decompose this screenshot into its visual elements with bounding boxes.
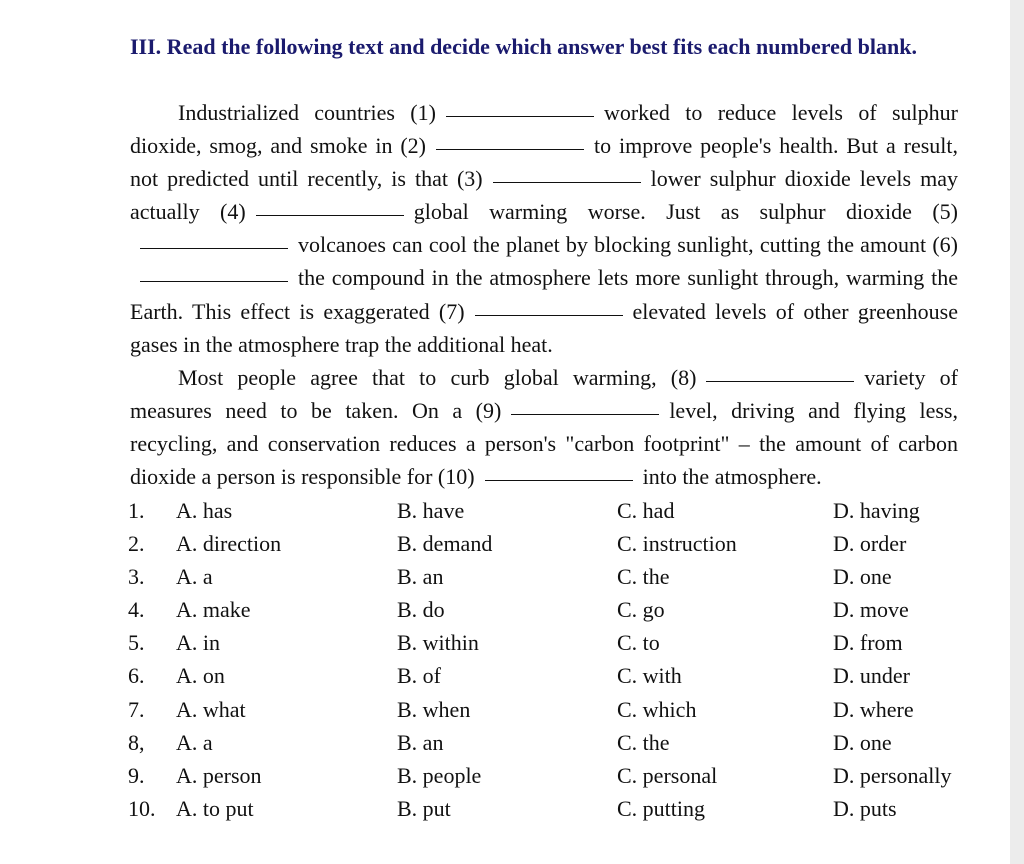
- option-a: A. what: [176, 696, 246, 722]
- passage-text: into the atmosphere.: [642, 464, 822, 490]
- option-a: A. to put: [176, 795, 254, 821]
- passage-text: lower sulphur dioxide levels may actually (4): [130, 166, 958, 225]
- question-number: 3.: [128, 564, 145, 590]
- passage-text: the compound in the atmosphere lets more sunlight through, warming the Earth. This effect is exaggerated (7): [130, 265, 958, 324]
- option-b: B. when: [397, 696, 471, 722]
- blank-9: [511, 413, 659, 415]
- option-d: D. from: [833, 630, 903, 656]
- question-number: 8,: [128, 729, 145, 755]
- option-d: D. move: [833, 597, 909, 623]
- question-number: 2.: [128, 531, 145, 557]
- option-a: A. person: [176, 762, 262, 788]
- option-row: [128, 494, 978, 527]
- passage-text: volcanoes can cool the planet by blocking sunlight, cutting the amount (6): [298, 232, 958, 258]
- option-a: A. in: [176, 630, 220, 656]
- option-c: C. with: [617, 663, 682, 689]
- option-d: D. having: [833, 498, 920, 523]
- option-b: B. have: [397, 498, 465, 523]
- question-number: 9.: [128, 762, 145, 788]
- passage-text: Most people agree that to curb global warming, (8): [178, 364, 697, 390]
- option-a: A. has: [176, 498, 233, 523]
- option-d: D. one: [833, 564, 892, 590]
- passage-text: global warming worse. Just as sulphur dioxide (5): [413, 199, 958, 225]
- option-c: C. the: [617, 729, 670, 755]
- option-c: C. to: [617, 630, 660, 656]
- question-number: 6.: [128, 663, 145, 689]
- blank-3: [493, 181, 641, 183]
- blank-8: [706, 380, 854, 382]
- blank-4: [256, 214, 404, 216]
- option-c: C. instruction: [617, 531, 737, 557]
- option-row: [128, 593, 978, 626]
- passage-text: to improve people's health. But a result, not predicted until recently, is that (3): [130, 133, 959, 192]
- blank-6: [140, 280, 288, 282]
- question-number: 4.: [128, 597, 145, 623]
- option-b: B. an: [397, 729, 444, 755]
- option-row: [128, 693, 978, 726]
- option-c: C. the: [617, 564, 670, 590]
- passage-text: variety of measures need to be taken. On a (9): [130, 364, 958, 423]
- passage-text: Industrialized countries (1): [178, 100, 436, 125]
- option-row: [128, 527, 978, 560]
- option-c: C. which: [617, 696, 697, 722]
- option-row: [128, 626, 978, 659]
- option-c: C. putting: [617, 795, 706, 821]
- option-d: D. under: [833, 663, 910, 689]
- question-number: 7.: [128, 696, 145, 722]
- option-a: A. on: [176, 663, 225, 689]
- passage-text: level, driving and flying less, recycling, and conservation reduces a person's "carbon footprint" – the amount of carbon dioxide a person is responsible for (10): [130, 397, 958, 490]
- option-row: [128, 792, 978, 825]
- blank-2: [436, 148, 584, 150]
- option-b: B. within: [397, 630, 479, 656]
- option-c: C. go: [617, 597, 665, 623]
- option-d: D. order: [833, 531, 907, 557]
- option-row: [128, 659, 978, 692]
- passage-text: elevated levels of other greenhouse gases in the atmosphere trap the additional heat.: [130, 298, 959, 357]
- exercise-heading: III. Read the following text and decide which answer best fits each numbered blank.: [130, 34, 917, 59]
- option-a: A. a: [176, 729, 213, 755]
- option-d: D. where: [833, 696, 914, 722]
- option-a: A. a: [176, 564, 213, 590]
- option-row: [128, 759, 978, 792]
- option-b: B. an: [397, 564, 444, 590]
- option-c: C. had: [617, 498, 675, 523]
- blank-7: [475, 314, 623, 316]
- option-b: B. people: [397, 762, 482, 788]
- option-d: D. puts: [833, 795, 897, 821]
- option-d: D. one: [833, 729, 892, 755]
- passage-paragraph-1: [130, 96, 958, 361]
- option-row: [128, 560, 978, 593]
- option-b: B. put: [397, 795, 451, 821]
- option-c: C. personal: [617, 762, 718, 788]
- option-a: A. direction: [176, 531, 282, 557]
- reading-passage: [130, 96, 958, 493]
- option-a: A. make: [176, 597, 251, 623]
- option-b: B. do: [397, 597, 445, 623]
- answer-options: [128, 494, 978, 825]
- option-row: [128, 726, 978, 759]
- blank-5: [140, 247, 288, 249]
- blank-10: [485, 479, 633, 481]
- question-number: 10.: [128, 795, 156, 821]
- question-number: 5.: [128, 630, 145, 656]
- passage-paragraph-2: [130, 361, 958, 493]
- option-b: B. of: [397, 663, 441, 689]
- passage-text: worked to reduce levels of sulphur dioxide, smog, and smoke in (2): [130, 100, 958, 159]
- option-d: D. personally: [833, 762, 952, 788]
- question-number: 1.: [128, 498, 145, 523]
- blank-1: [446, 115, 594, 117]
- option-b: B. demand: [397, 531, 493, 557]
